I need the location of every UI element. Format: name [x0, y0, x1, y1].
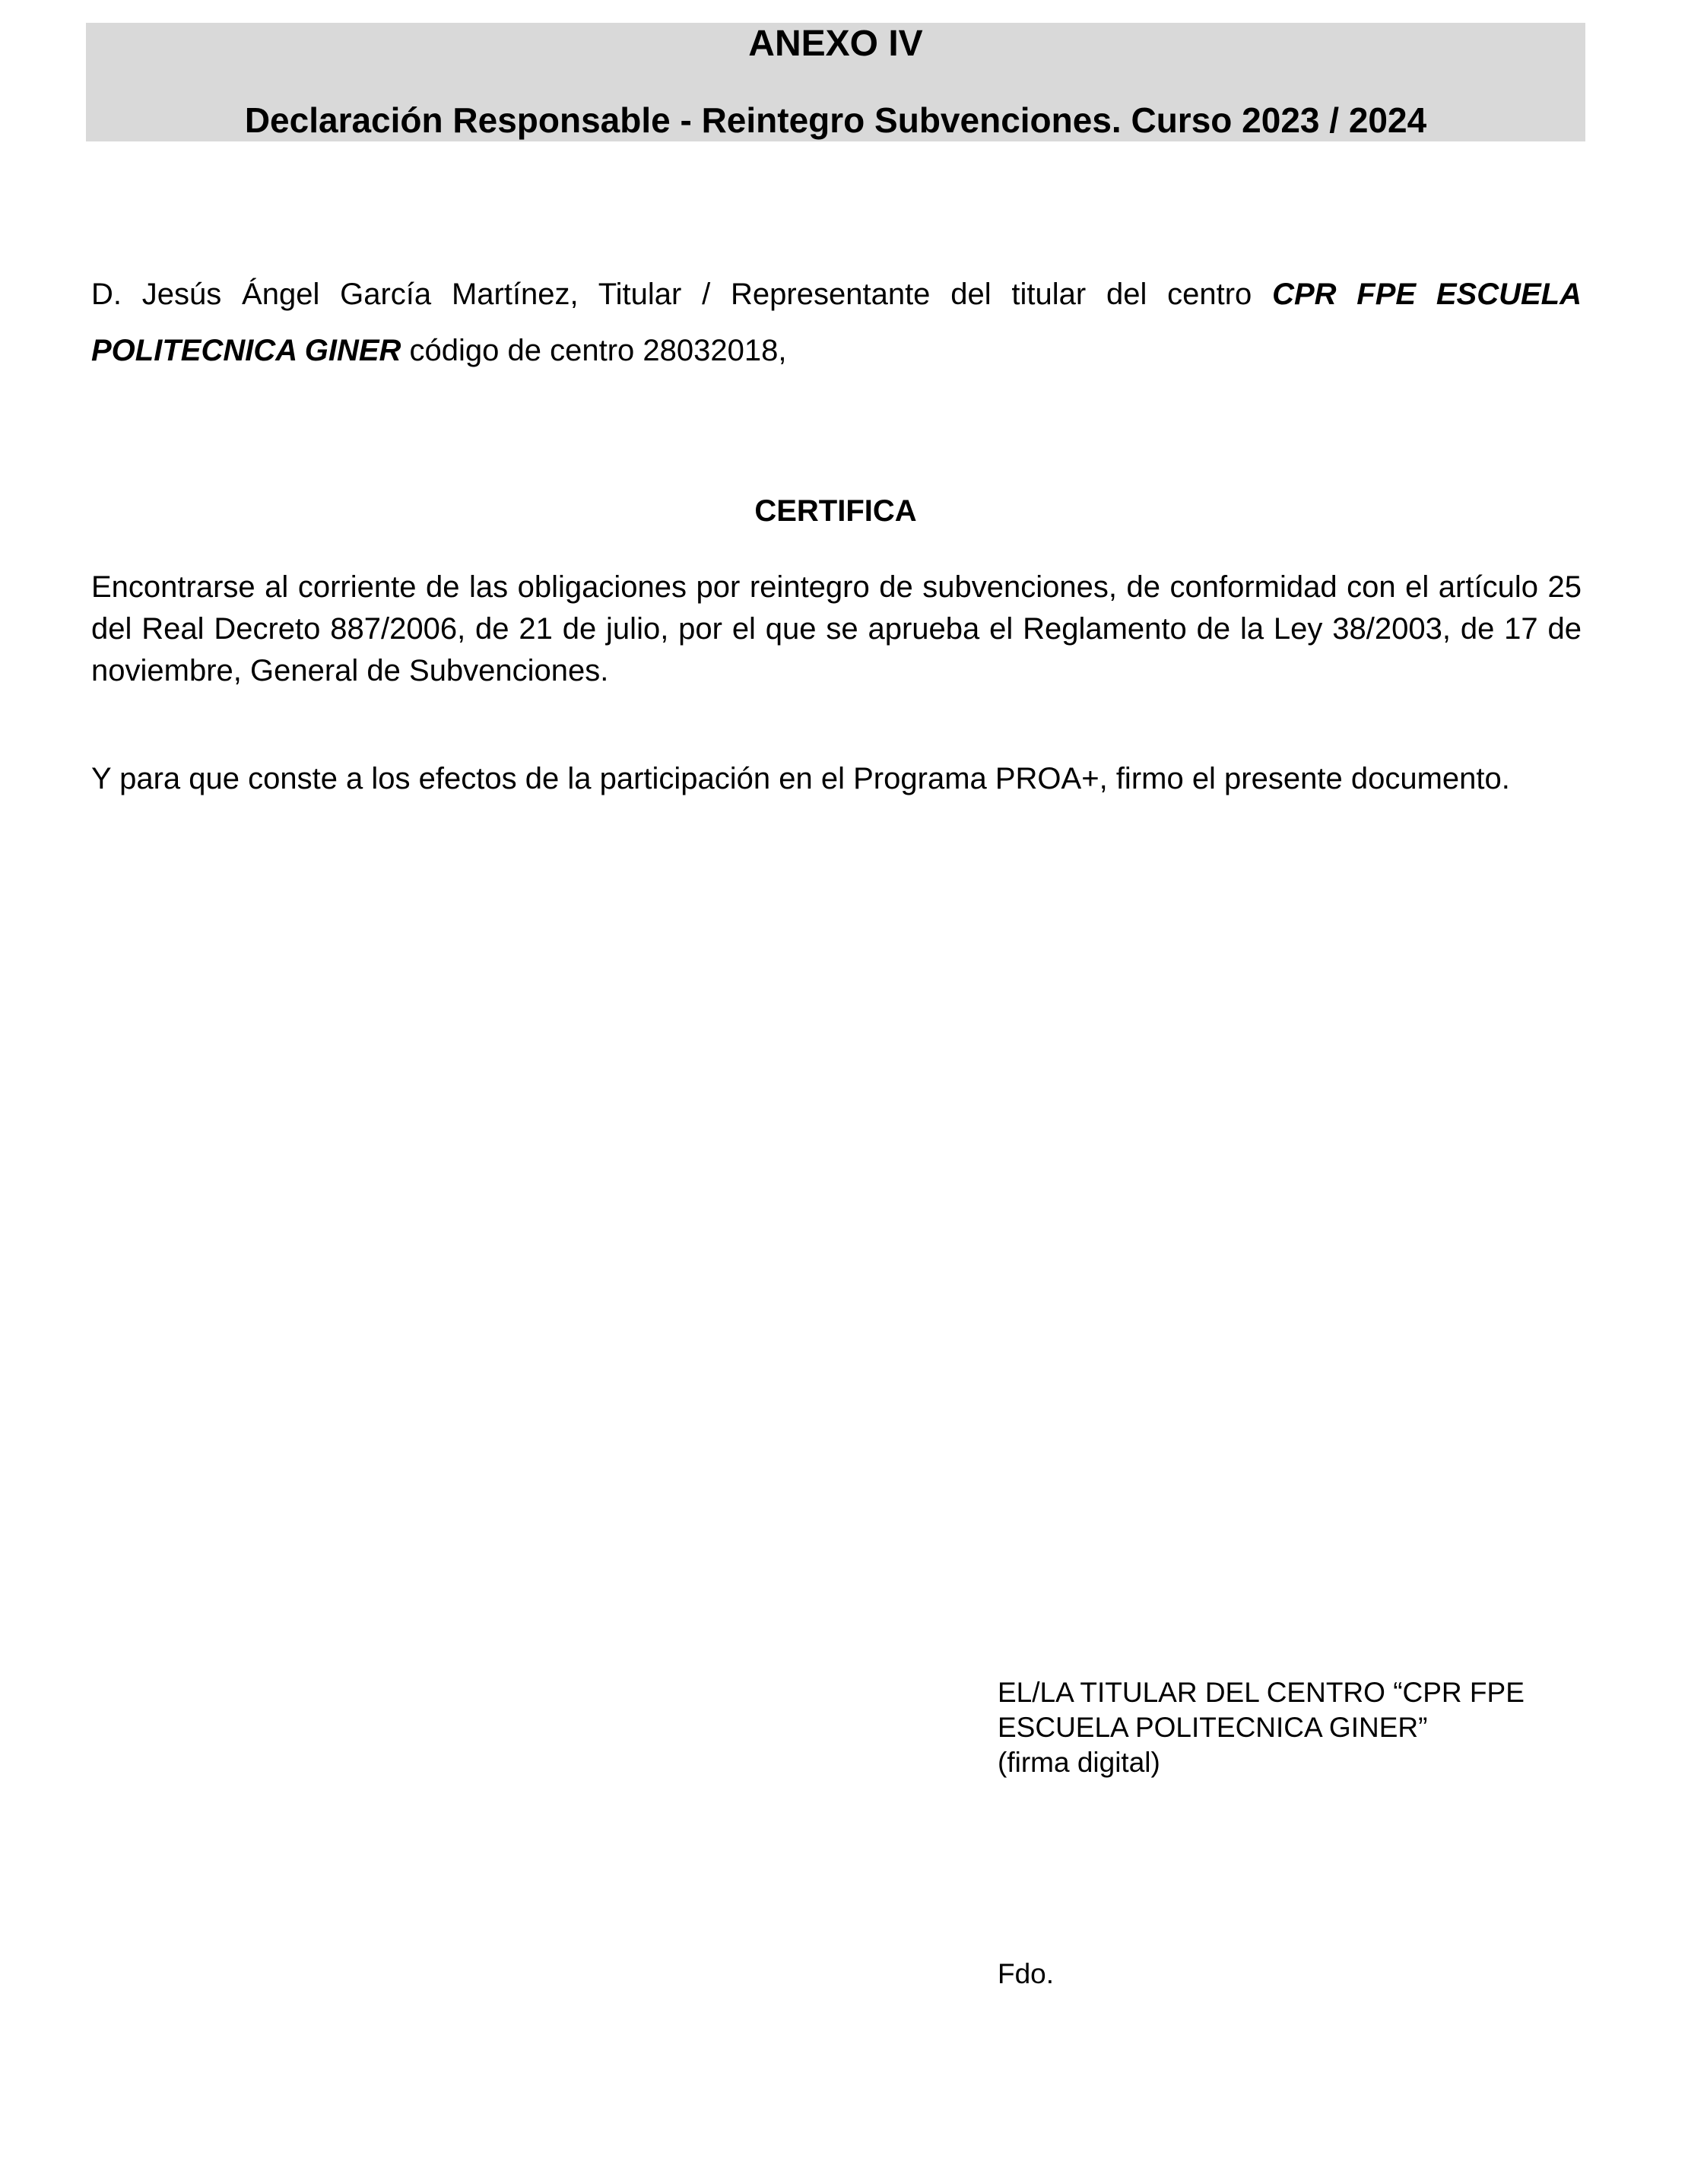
certifica-heading: CERTIFICA: [754, 494, 917, 528]
center-name: CPR FPE ESCUELA POLITECNICA GINER: [91, 278, 1582, 367]
signed-by-label: Fdo.: [998, 1958, 1055, 1989]
intro-paragraph: [91, 266, 1582, 379]
annex-title: ANEXO IV: [748, 24, 923, 64]
declarant-text: D. Jesús Ángel García Martínez, Titular / Representante del titular del centro: [91, 278, 1273, 311]
signature-title-line-1: EL/LA TITULAR DEL CENTRO “CPR FPE: [998, 1677, 1525, 1708]
closing-paragraph: Y para que conste a los efectos de la participación en el Programa PROA+, firmo el presente documento.: [91, 762, 1510, 795]
certification-paragraph: Encontrarse al corriente de las obligaciones por reintegro de subvenciones, de conformidad con el artículo 25 del Real Decreto 887/2006, de 21 de julio, por el que se aprueba el Reglamento de la Ley 38/2003, de 17 de noviembre, General de Subvenciones.: [91, 570, 1582, 687]
document-title: Declaración Responsable - Reintegro Subvenciones. Curso 2023 / 2024: [244, 100, 1427, 140]
signature-note: (firma digital): [998, 1747, 1160, 1778]
center-code-text: código de centro 28032018,: [401, 334, 787, 367]
signature-title-line-2: ESCUELA POLITECNICA GINER”: [998, 1712, 1428, 1743]
signature-block: [998, 1675, 1591, 1780]
